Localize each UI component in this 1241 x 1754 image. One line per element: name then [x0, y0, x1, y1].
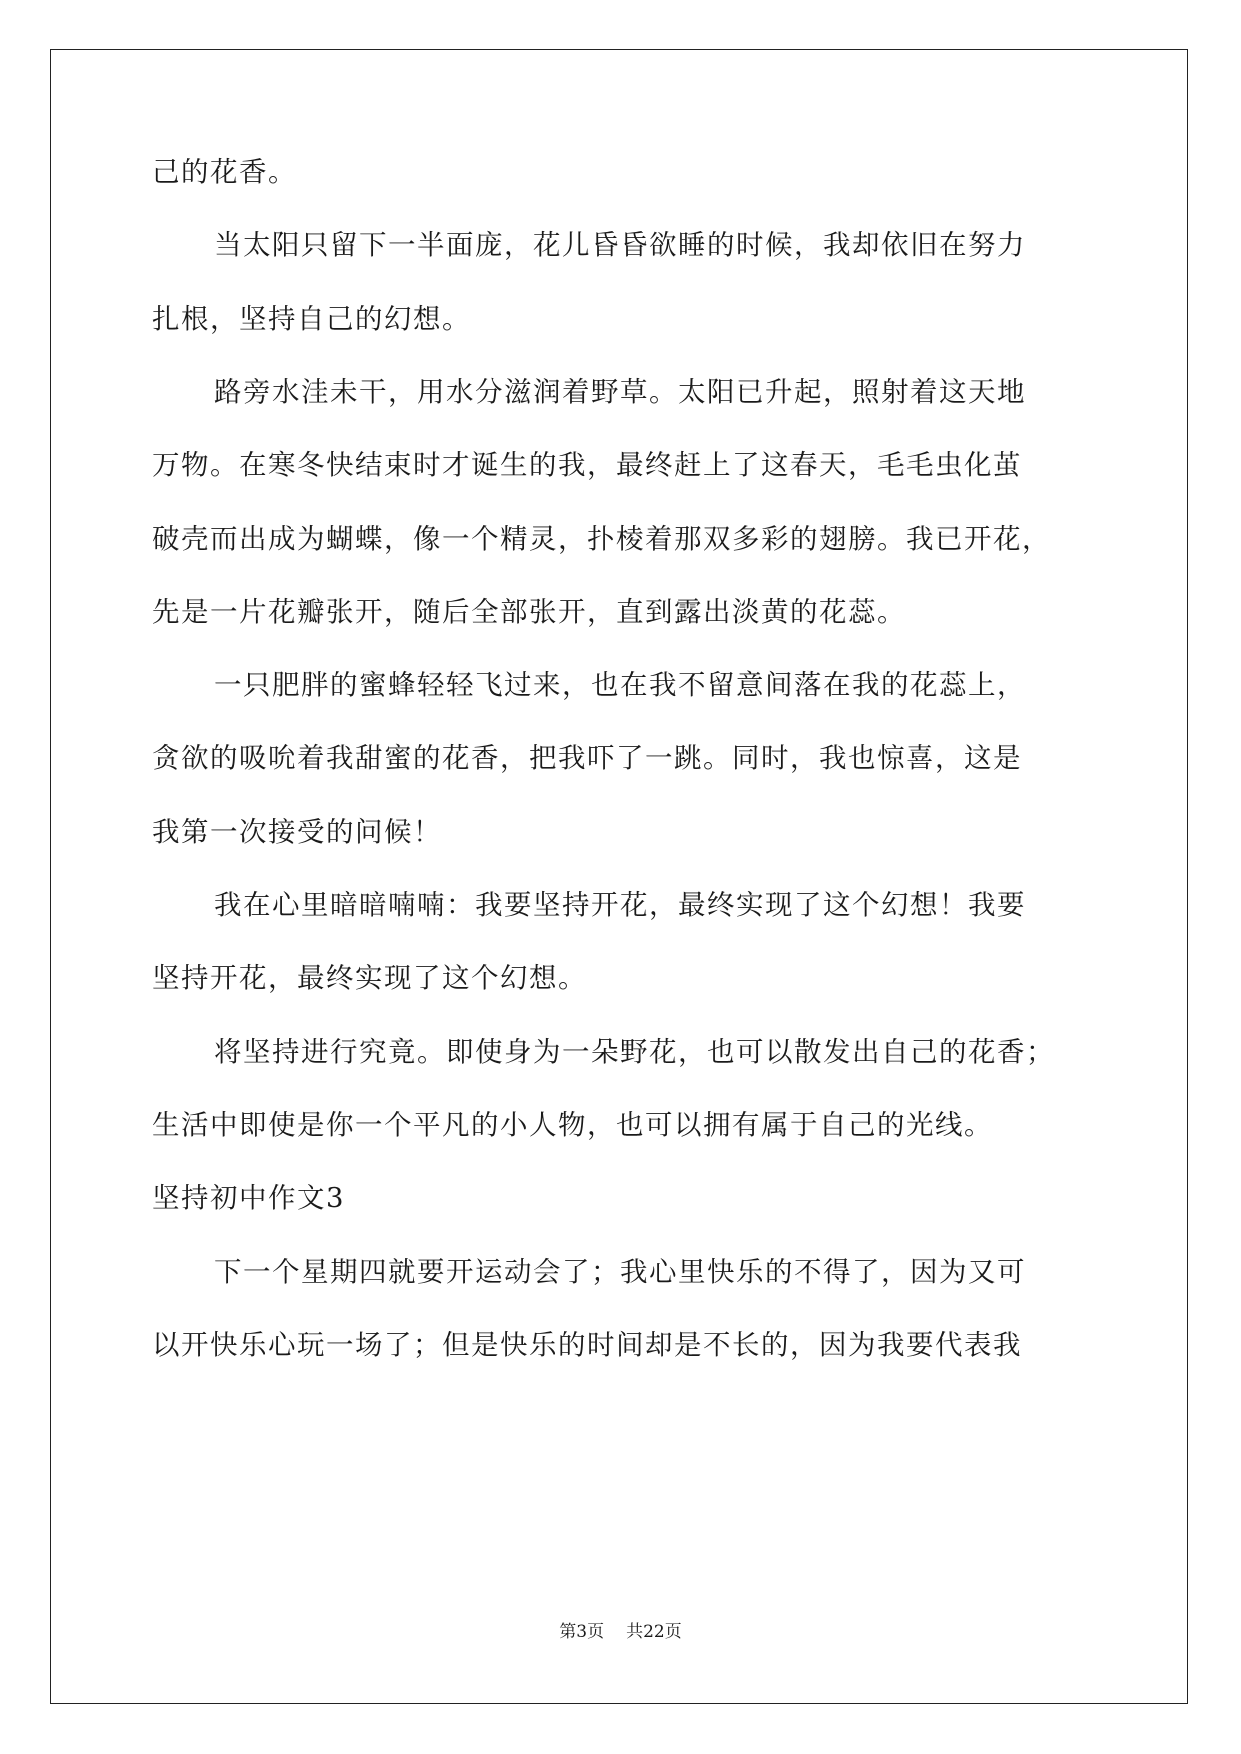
- text-line: 以开快乐心玩一场了；但是快乐的时间却是不长的，因为我要代表我: [152, 1329, 1022, 1361]
- text-line: 我第一次接受的问候！: [152, 816, 442, 848]
- section-heading: 坚持初中作文3: [152, 1182, 345, 1214]
- paragraph-start-line: 一只肥胖的蜜蜂轻轻飞过来，也在我不留意间落在我的花蕊上，: [214, 669, 1026, 701]
- text-line: 贪欲的吸吮着我甜蜜的花香，把我吓了一跳。同时，我也惊喜，这是: [152, 742, 1022, 774]
- text-line: 己的花香。: [152, 156, 297, 188]
- text-line: 坚持开花，最终实现了这个幻想。: [152, 962, 587, 994]
- text-line: 扎根，坚持自己的幻想。: [152, 303, 471, 335]
- page-number: 第3页: [559, 1622, 605, 1642]
- text-line: 先是一片花瓣张开，随后全部张开，直到露出淡黄的花蕊。: [152, 596, 906, 628]
- paragraph-start-line: 下一个星期四就要开运动会了；我心里快乐的不得了，因为又可: [214, 1256, 1026, 1288]
- text-line: 破壳而出成为蝴蝶，像一个精灵，扑棱着那双多彩的翅膀。我已开花，: [152, 523, 1051, 555]
- paragraph-start-line: 当太阳只留下一半面庞，花儿昏昏欲睡的时候，我却依旧在努力: [214, 229, 1026, 261]
- text-line: 万物。在寒冬快结束时才诞生的我，最终赶上了这春天，毛毛虫化茧: [152, 449, 1022, 481]
- page-border: [50, 49, 1188, 1704]
- page-total: 共22页: [626, 1622, 682, 1642]
- paragraph-start-line: 我在心里暗暗喃喃：我要坚持开花，最终实现了这个幻想！我要: [214, 889, 1026, 921]
- paragraph-start-line: 将坚持进行究竟。即使身为一朵野花，也可以散发出自己的花香；: [214, 1036, 1055, 1068]
- page-footer: [0, 1620, 1241, 1644]
- text-line: 生活中即使是你一个平凡的小人物，也可以拥有属于自己的光线。: [152, 1109, 993, 1141]
- paragraph-start-line: 路旁水洼未干，用水分滋润着野草。太阳已升起，照射着这天地: [214, 376, 1026, 408]
